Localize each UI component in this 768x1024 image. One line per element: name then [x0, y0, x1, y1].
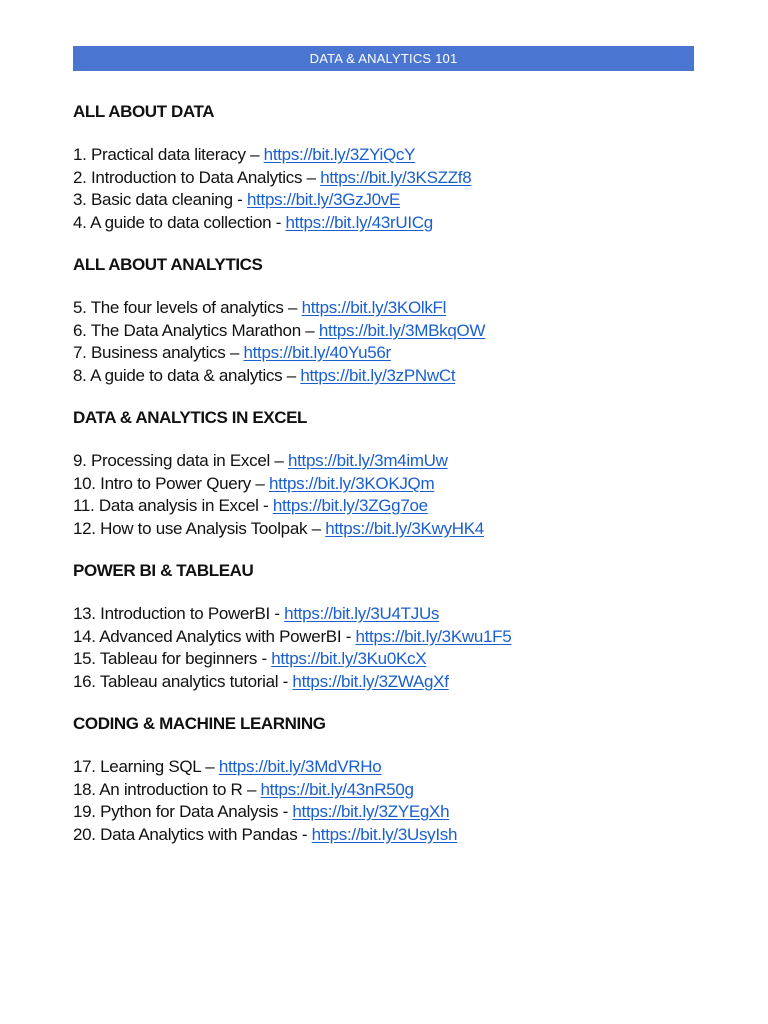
list-item — [73, 297, 713, 320]
resource-link[interactable]: https://bit.ly/3U4TJUs — [284, 604, 440, 623]
list-item — [73, 342, 713, 365]
item-label: 20. Data Analytics with Pandas - — [73, 824, 312, 844]
list-item — [73, 671, 713, 694]
item-label: 10. Intro to Power Query – — [73, 473, 269, 493]
resource-link[interactable]: https://bit.ly/3KOlkFl — [301, 298, 447, 317]
resource-link[interactable]: https://bit.ly/3KOKJQm — [269, 473, 435, 493]
list-item — [73, 626, 713, 649]
resource-link[interactable]: https://bit.ly/3ZYEgXh — [292, 802, 450, 821]
item-label: 9. Processing data in Excel – — [73, 451, 288, 470]
section-heading: CODING & MACHINE LEARNING — [73, 714, 326, 733]
resource-link[interactable]: https://bit.ly/40Yu56r — [243, 343, 391, 362]
item-label: 5. The four levels of analytics – — [73, 298, 302, 317]
list-item — [73, 756, 713, 779]
resource-link[interactable]: https://bit.ly/3ZYiQcY — [263, 145, 416, 164]
section-heading: DATA & ANALYTICS IN EXCEL — [73, 408, 307, 427]
item-label: 14. Advanced Analytics with PowerBI - — [73, 626, 356, 646]
section-power-bi-tableau — [73, 560, 713, 693]
item-label: 2. Introduction to Data Analytics – — [73, 167, 321, 187]
resource-link[interactable]: https://bit.ly/3ZGg7oe — [272, 496, 428, 515]
list-item — [73, 167, 713, 190]
list-item — [73, 824, 713, 847]
resource-link[interactable]: https://bit.ly/3KwyHK4 — [325, 518, 484, 538]
section-coding-machine-learning — [73, 713, 713, 846]
item-label: 18. An introduction to R – — [73, 779, 261, 799]
resource-link[interactable]: https://bit.ly/3GzJ0vE — [246, 190, 401, 209]
resource-link[interactable]: https://bit.ly/3m4imUw — [287, 451, 448, 470]
resource-link[interactable]: https://bit.ly/3UsyIsh — [311, 824, 458, 844]
resource-link[interactable]: https://bit.ly/3ZWAgXf — [292, 671, 449, 691]
resource-list — [73, 101, 713, 866]
item-label: 17. Learning SQL – — [73, 757, 219, 776]
item-label: 19. Python for Data Analysis - — [73, 802, 293, 821]
list-item — [73, 779, 713, 802]
section-all-about-analytics — [73, 254, 713, 387]
item-label: 12. How to use Analysis Toolpak – — [73, 518, 326, 538]
item-label: 15. Tableau for beginners - — [73, 649, 272, 668]
list-item — [73, 648, 713, 671]
item-label: 13. Introduction to PowerBI - — [73, 604, 285, 623]
section-heading: ALL ABOUT ANALYTICS — [73, 255, 263, 274]
section-heading: ALL ABOUT DATA — [73, 102, 215, 121]
resource-link[interactable]: https://bit.ly/43nR50g — [260, 779, 414, 799]
resource-link[interactable]: https://bit.ly/3MdVRHo — [218, 757, 382, 776]
list-item — [73, 603, 713, 626]
item-label: 1. Practical data literacy – — [73, 145, 264, 164]
list-item — [73, 801, 713, 824]
list-item — [73, 212, 713, 235]
section-all-about-data — [73, 101, 713, 234]
item-label: 8. A guide to data & analytics – — [73, 365, 301, 385]
list-item — [73, 450, 713, 473]
title-banner: DATA & ANALYTICS 101 — [73, 46, 694, 71]
resource-link[interactable]: https://bit.ly/43rUICg — [285, 212, 433, 232]
section-data-analytics-in-excel — [73, 407, 713, 540]
item-label: 7. Business analytics – — [73, 343, 244, 362]
list-item — [73, 495, 713, 518]
list-item — [73, 189, 713, 212]
resource-link[interactable]: https://bit.ly/3MBkqOW — [318, 320, 486, 340]
resource-link[interactable]: https://bit.ly/3KSZZf8 — [320, 167, 472, 187]
resource-link[interactable]: https://bit.ly/3zPNwCt — [300, 365, 456, 385]
item-label: 4. A guide to data collection - — [73, 212, 286, 232]
list-item — [73, 365, 713, 388]
item-label: 3. Basic data cleaning - — [73, 190, 247, 209]
resource-link[interactable]: https://bit.ly/3Ku0KcX — [271, 649, 427, 668]
item-label: 11. Data analysis in Excel - — [73, 496, 273, 515]
item-label: 16. Tableau analytics tutorial - — [73, 671, 293, 691]
section-heading: POWER BI & TABLEAU — [73, 561, 254, 580]
item-label: 6. The Data Analytics Marathon – — [73, 320, 319, 340]
resource-link[interactable]: https://bit.ly/3Kwu1F5 — [355, 626, 512, 646]
list-item — [73, 473, 713, 496]
list-item — [73, 518, 713, 541]
list-item — [73, 320, 713, 343]
list-item — [73, 144, 713, 167]
